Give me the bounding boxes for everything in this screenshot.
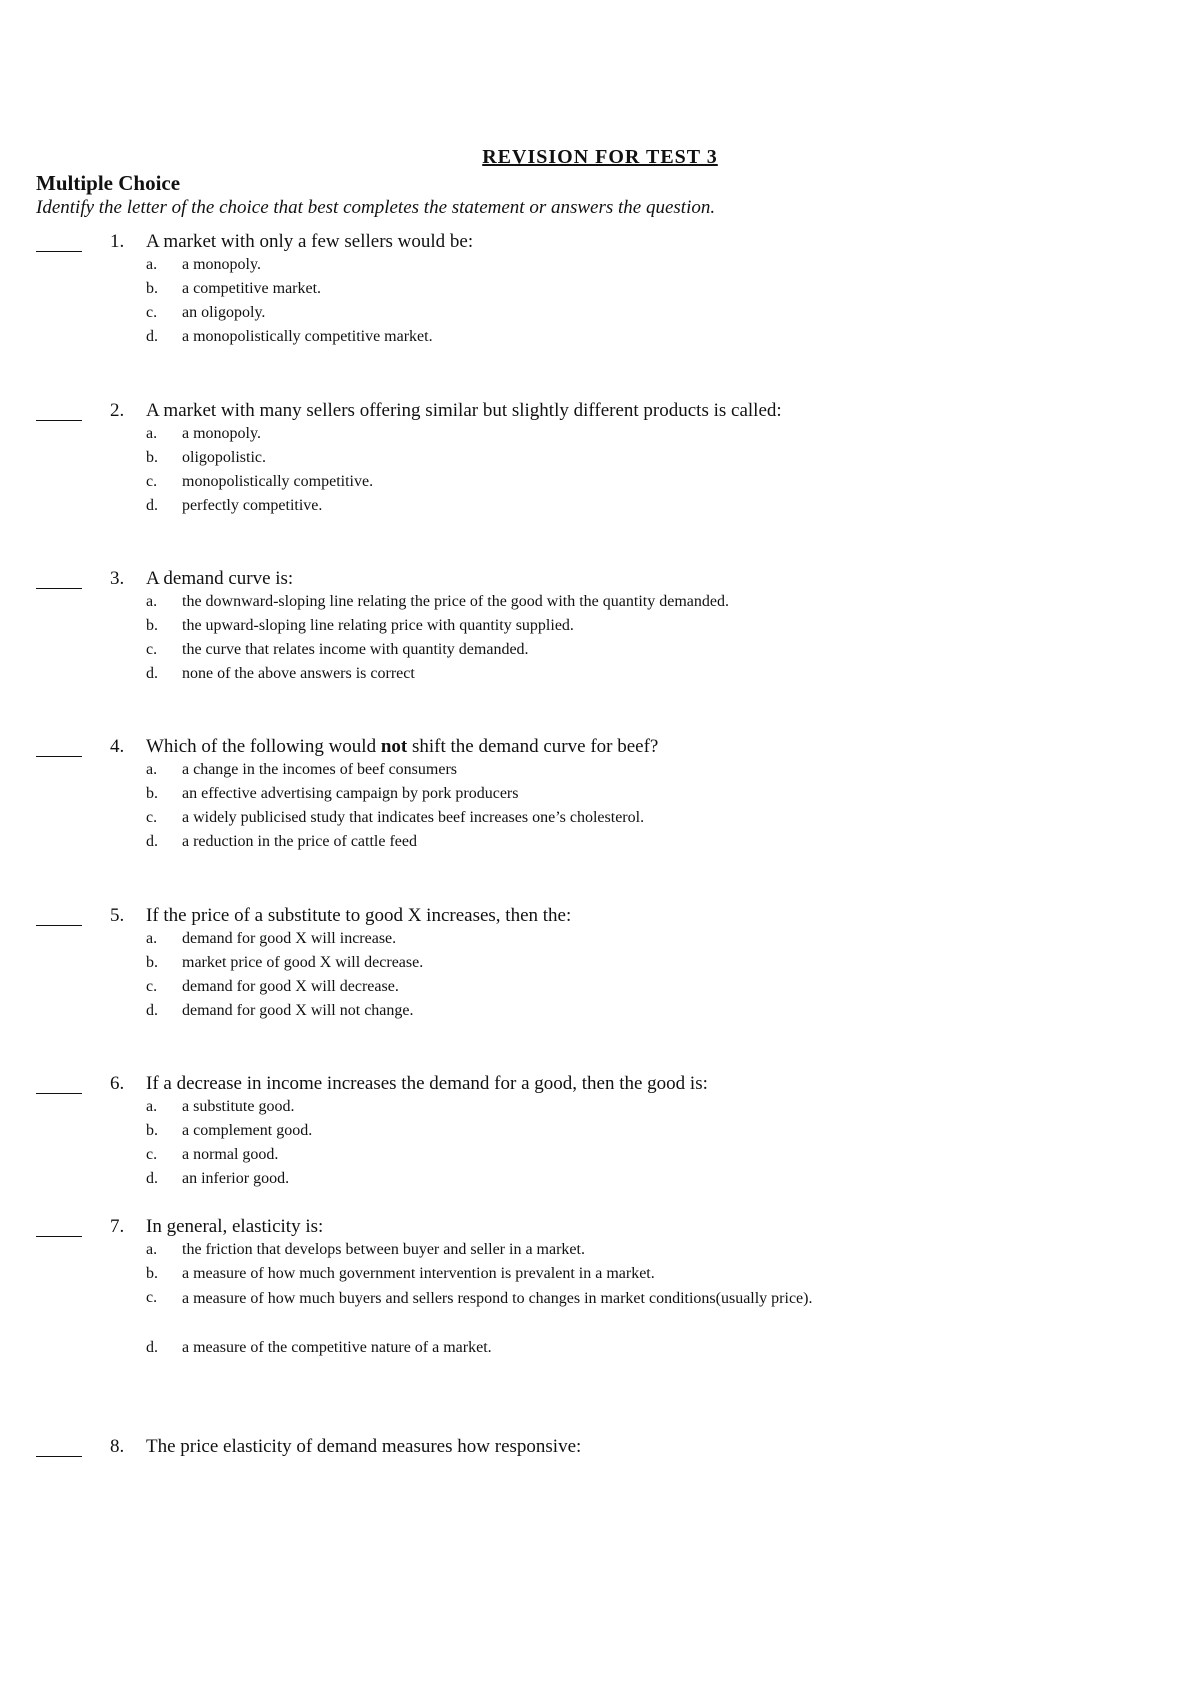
question-stem: In general, elasticity is: — [146, 1216, 324, 1237]
question-number: 5. — [110, 905, 125, 926]
option-text: a measure of the competitive nature of a market. — [182, 1339, 492, 1356]
option-letter: d. — [146, 1002, 158, 1019]
question-stem — [146, 736, 658, 758]
option-letter: c. — [146, 473, 158, 490]
option-letter: c. — [146, 978, 158, 995]
option-letter: d. — [146, 328, 158, 345]
option-text: a change in the incomes of beef consumers — [182, 761, 458, 778]
option-text: monopolistically competitive. — [182, 473, 374, 490]
question-number: 1. — [110, 231, 125, 252]
option-letter: a. — [146, 256, 158, 273]
option-letter: b. — [146, 1265, 158, 1282]
stem-part: shift the demand curve for beef? — [407, 736, 659, 757]
option-text: a monopolistically competitive market. — [182, 328, 433, 345]
option-letter: c. — [146, 641, 158, 658]
option-letter: c. — [146, 1289, 158, 1306]
question-number: 2. — [110, 400, 125, 421]
option-text: oligopolistic. — [182, 449, 266, 466]
stem-emphasis: not — [380, 736, 408, 757]
question-stem: A demand curve is: — [146, 568, 294, 589]
option-text: the curve that relates income with quantity demanded. — [182, 641, 529, 658]
question-number: 3. — [110, 568, 125, 589]
option-text: an effective advertising campaign by pork producers — [182, 785, 519, 802]
option-text: demand for good X will decrease. — [182, 978, 399, 995]
question-stem: The price elasticity of demand measures how responsive: — [146, 1436, 582, 1457]
option-letter: b. — [146, 617, 158, 634]
option-text: a measure of how much government intervention is prevalent in a market. — [182, 1265, 655, 1282]
answer-blank[interactable] — [36, 588, 82, 589]
answer-blank[interactable] — [36, 1236, 82, 1237]
option-letter: b. — [146, 954, 158, 971]
option-text: a monopoly. — [182, 425, 261, 442]
option-text: demand for good X will not change. — [182, 1002, 414, 1019]
option-letter: b. — [146, 280, 158, 297]
option-text: the downward-sloping line relating the price of the good with the quantity demanded. — [182, 593, 729, 610]
option-letter: a. — [146, 930, 158, 947]
option-letter: d. — [146, 665, 158, 682]
page-title: REVISION FOR TEST 3 — [482, 146, 718, 168]
answer-blank[interactable] — [36, 756, 82, 757]
section-heading: Multiple Choice — [36, 171, 181, 195]
option-text: perfectly competitive. — [182, 497, 323, 514]
option-letter: a. — [146, 1241, 158, 1258]
option-letter: c. — [146, 1146, 158, 1163]
instructions: Identify the letter of the choice that best completes the statement or answers the question. — [36, 197, 716, 218]
option-letter: c. — [146, 809, 158, 826]
option-text: a complement good. — [182, 1122, 313, 1139]
option-text: a competitive market. — [182, 280, 322, 297]
option-letter: d. — [146, 1339, 158, 1356]
option-text: none of the above answers is correct — [182, 665, 415, 682]
option-text: the upward-sloping line relating price with quantity supplied. — [182, 617, 574, 634]
option-text: a monopoly. — [182, 256, 261, 273]
question-stem: A market with only a few sellers would be: — [146, 231, 474, 252]
option-letter: a. — [146, 761, 158, 778]
option-letter: b. — [146, 1122, 158, 1139]
option-letter: a. — [146, 593, 158, 610]
option-text: a substitute good. — [182, 1098, 295, 1115]
option-letter: d. — [146, 497, 158, 514]
question-number: 6. — [110, 1073, 125, 1094]
question-stem: If the price of a substitute to good X increases, then the: — [146, 905, 572, 926]
question-stem: A market with many sellers offering similar but slightly different products is called: — [146, 400, 782, 421]
option-letter: a. — [146, 425, 158, 442]
option-letter: a. — [146, 1098, 158, 1115]
option-text: a measure of how much buyers and sellers respond to changes in market conditions(usually price). — [182, 1290, 813, 1307]
option-letter: d. — [146, 833, 158, 850]
answer-blank[interactable] — [36, 251, 82, 252]
option-text: an inferior good. — [182, 1170, 290, 1187]
option-text: a normal good. — [182, 1146, 279, 1163]
answer-blank[interactable] — [36, 925, 82, 926]
answer-blank[interactable] — [36, 1093, 82, 1094]
option-text: an oligopoly. — [182, 304, 266, 321]
option-letter: b. — [146, 449, 158, 466]
answer-blank[interactable] — [36, 1456, 82, 1457]
option-letter: d. — [146, 1170, 158, 1187]
question-stem: If a decrease in income increases the demand for a good, then the good is: — [146, 1073, 708, 1094]
question-number: 8. — [110, 1436, 125, 1457]
option-text: demand for good X will increase. — [182, 930, 397, 947]
option-letter: b. — [146, 785, 158, 802]
stem-part: Which of the following would — [146, 736, 381, 757]
option-text: market price of good X will decrease. — [182, 954, 424, 971]
answer-blank[interactable] — [36, 420, 82, 421]
option-text: a reduction in the price of cattle feed — [182, 833, 417, 850]
option-letter: c. — [146, 304, 158, 321]
question-number: 4. — [110, 736, 125, 757]
question-number: 7. — [110, 1216, 125, 1237]
option-text: a widely publicised study that indicates beef increases one’s cholesterol. — [182, 809, 645, 826]
option-text: the friction that develops between buyer and seller in a market. — [182, 1241, 585, 1258]
